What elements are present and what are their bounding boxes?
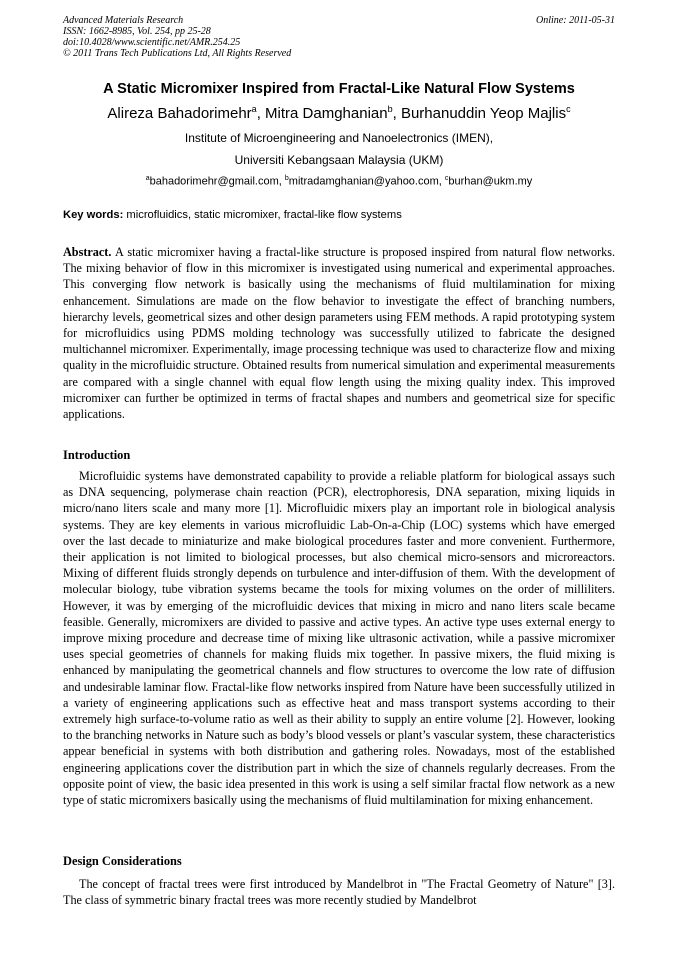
keywords (63, 209, 615, 221)
keywords-label: Key words: (63, 209, 124, 221)
email-address: bahadorimehr@gmail.com (149, 175, 279, 188)
author-mark: b (387, 104, 393, 114)
section-heading-introduction: Introduction (63, 448, 131, 462)
author-name: Burhanuddin Yeop Majlis (400, 105, 567, 122)
doi-line: doi:10.4028/www.scientific.net/AMR.254.25 (63, 37, 241, 48)
introduction-paragraph: Microfluidic systems have demonstrated capability to provide a reliable platform for biological assays such as DNA sequencing, polymerase chain reaction (PCR), electrophoresis, DNA separation, mixing liquids in micro/nano liters scale and many more [1]. Microfluidic mixers play an important role in biological analysis systems. They are key elements in various microfluidic Lab-On-a-Chip (LOC) systems which have emerged over the last decade to miniaturize and make biological procedures faster and more convenient. Furthermore, their application is not limited to biological processes, but also chemical micro-sensors and microreactors. Mixing of different fluids strongly depends on turbulence and inter-diffusion of them. With the development of molecular biology, tube vibration systems became the tools for mixing volumes on the order of milliliters. However, it was by emerging of the microfluidic devices that mixing in micro and nano liters scale became feasible. Generally, micromixers are divided to passive and active types. An active type uses external energy to improve mixing procedure and decrease time of mixing like ultrasonic activation, while a passive micromixer uses special geometries of channels for making fluids mix together. In passive mixers, the fluid mixing is enhanced by manipulating the geometrical channels and flow structures to overcome the low rate of diffusion and undesirable laminar flow. Fractal-like flow networks inspired from Nature have been successfully utilized in a variety of engineering applications such as effective heat and mass transport systems according to their extremely high surface-to-volume ratio as well as their ability to supply an entire volume [2]. However, looking to the branching networks in Nature such as body’s blood vessels or plant’s vascular system, these characteristics appear beneficial in systems with both distribution and gathering roles. Nowadays, most of the established engineering applications cover the distribution part in which the size of channels regularly decreases. From the opposite point of view, the basic idea presented in this work is using a self similar fractal flow network as a new type of static micromixers basically using the mechanisms of fluid multilamination for mixing enhancement. (63, 469, 615, 808)
abstract-label: Abstract. (63, 245, 112, 259)
keywords-text: microfluidics, static micromixer, fractal-like flow systems (126, 209, 402, 221)
email-address: burhan@ukm.my (448, 175, 533, 188)
author-name: Mitra Damghanian (265, 105, 388, 122)
email-mark: c (444, 175, 449, 182)
email-address: mitradamghanian@yahoo.com (288, 175, 439, 188)
issn-line: ISSN: 1662-8985, Vol. 254, pp 25-28 (63, 26, 211, 37)
author-list: Alireza Bahadorimehr$^a$, Mitra Damghanian$^b$, Burhanuddin Yeop Majlis$^c$ (107, 104, 571, 122)
affiliation-line: Institute of Microengineering and Nanoelectronics (IMEN), (184, 131, 494, 145)
email-list: $^a$bahadorimehr@gmail.com, $^b$mitradamghanian@yahoo.com, $^c$burhan@ukm.my (145, 175, 533, 188)
abstract (63, 244, 615, 422)
copyright-line: © 2011 Trans Tech Publications Ltd, All Rights Reserved (63, 48, 292, 59)
author-mark: c (566, 104, 571, 114)
affiliation-line: Universiti Kebangsaan Malaysia (UKM) (234, 153, 444, 167)
section-heading-design: Design Considerations (63, 854, 182, 868)
design-paragraph: The concept of fractal trees were first introduced by Mandelbrot in "The Fractal Geometry of Nature" [3]. The class of symmetric binary fractal trees was more recently studied by Mandelbrot (63, 877, 615, 908)
email-mark: a (145, 175, 150, 182)
paper-title: A Static Micromixer Inspired from Fractal-Like Natural Flow Systems (103, 81, 575, 97)
journal-name: Advanced Materials Research (63, 15, 184, 26)
author-name: Alireza Bahadorimehr (107, 105, 252, 122)
journal-header (63, 15, 615, 59)
online-date: Online: 2011-05-31 (536, 15, 615, 26)
email-mark: b (284, 175, 289, 182)
author-mark: a (251, 104, 257, 114)
abstract-text: A static micromixer having a fractal-like structure is proposed inspired from natural flow networks. The mixing behavior of flow in this micromixer is investigated using numerical and experimental approaches. This converging flow network is basically using the mechanisms of fluid multilamination for mixing enhancement. Simulations are made on the flow behavior to investigate the effect of branching numbers, hierarchy levels, geometrical sizes and other design parameters using FEM methods. A rapid prototyping system for microfluidics using PDMS molding technology was successfully utilized to fabricate the designed multichannel micromixer. Experimentally, image processing technique was used to characterize flow and mixing quality in the microfluidic structure. Obtained results from numerical simulation and experimental measurements are compared with a single channel with equal flow length using the mixing quality index. This improved micromixer can further be optimized in terms of fractal shapes and numbers and geometrical size for specific applications. (63, 245, 616, 422)
